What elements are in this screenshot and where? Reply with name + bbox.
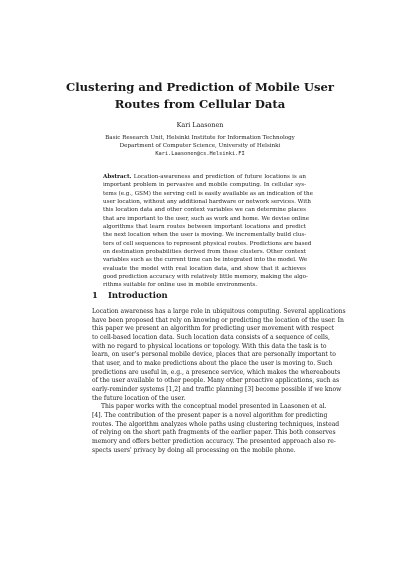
affiliation <box>60 135 340 158</box>
author-email: Kari.Laasonen@cs.Helsinki.FI <box>155 150 245 157</box>
body-line: Location awareness has a large role in ubiquitous computing. Several applications <box>92 308 346 315</box>
body-line: spects users' privacy by doing all processing on the mobile phone. <box>92 446 296 454</box>
abstract-line <box>103 173 306 181</box>
abstract-line: good prediction accuracy with relatively little memory, making the algo- <box>103 274 308 281</box>
section-body <box>92 308 346 455</box>
abstract-line: on destination probabilities derived from these clusters. Other context <box>103 249 306 256</box>
abstract-line: that are important to the user, such as work and home. We devise online <box>103 215 310 222</box>
abstract-line: tems (e.g., GSM) the serving cell is easily available as an indication of the <box>103 190 313 197</box>
section-heading <box>92 290 168 300</box>
affiliation-line: Department of Computer Science, University of Helsinki <box>119 142 281 149</box>
body-line: of the user available to other people. Many other proactive applications, such as <box>92 377 340 385</box>
abstract-line: rithms suitable for online use in mobile environments. <box>103 282 257 289</box>
body-line: have been proposed that rely on knowing or predicting the location of the user. In <box>92 316 344 324</box>
body-line: predictions are useful in, e.g., a presence service, which makes the whereabouts <box>92 368 341 376</box>
abstract-line: variables such as the current time can be integrated into the model. We <box>103 257 308 264</box>
abstract-line-text: Location-awareness and prediction of future locations is an <box>133 174 306 180</box>
abstract-line: important problem in pervasive and mobile computing. In cellular sys- <box>103 182 306 189</box>
body-line: of relying on the short path fragments of the earlier paper. This both conserves <box>92 429 336 437</box>
paper-title <box>60 79 340 113</box>
abstract-line: evaluate the model with real location data, and show that it achieves <box>103 265 306 272</box>
body-line: with no regard to physical locations or topology. With this data the task is to <box>92 342 327 350</box>
abstract-line: the next location when the user is moving. We incrementally build clus- <box>103 232 307 239</box>
section-title: Introduction <box>108 290 168 300</box>
affiliation-line: Basic Research Unit, Helsinki Institute for Information Technology <box>105 135 295 141</box>
abstract-line: algorithms that learn routes between important locations and predict <box>103 224 306 231</box>
title-line: Routes from Cellular Data <box>114 97 286 111</box>
body-line: this paper we present an algorithm for predicting user movement with respect <box>92 325 335 333</box>
body-line: memory and offers better prediction accuracy. The presented approach also re- <box>92 437 336 445</box>
abstract-line: ters of cell sequences to represent physical routes. Predictions are based <box>103 240 312 247</box>
body-line: early-reminder systems [1,2] and traffic planning [3] become possible if we know <box>92 385 342 393</box>
abstract <box>103 173 313 290</box>
body-line: [4]. The contribution of the present paper is a novel algorithm for predicting <box>92 411 328 419</box>
title-line: Clustering and Prediction of Mobile User <box>66 80 334 94</box>
body-line: the future location of the user. <box>92 394 186 402</box>
body-line: learn, on user's personal mobile device, places that are personally important to <box>92 351 336 359</box>
abstract-line: user location, without any additional hardware or network services. With <box>103 199 311 206</box>
body-line: to cell-based location data. Such location data consists of a sequence of cells, <box>92 333 330 341</box>
body-line: This paper works with the conceptual model presented in Laasonen et al. <box>101 403 327 411</box>
abstract-label: Abstract. <box>103 174 132 180</box>
body-line: routes. The algorithm analyzes whole paths using clustering techniques, instead <box>92 420 340 428</box>
section-number: 1 <box>92 290 98 300</box>
author-name: Kari Laasonen <box>176 121 224 129</box>
abstract-line: this location data and other context variables we can determine places <box>103 207 306 214</box>
body-line: that user, and to make predictions about the place the user is moving to. Such <box>92 359 333 367</box>
